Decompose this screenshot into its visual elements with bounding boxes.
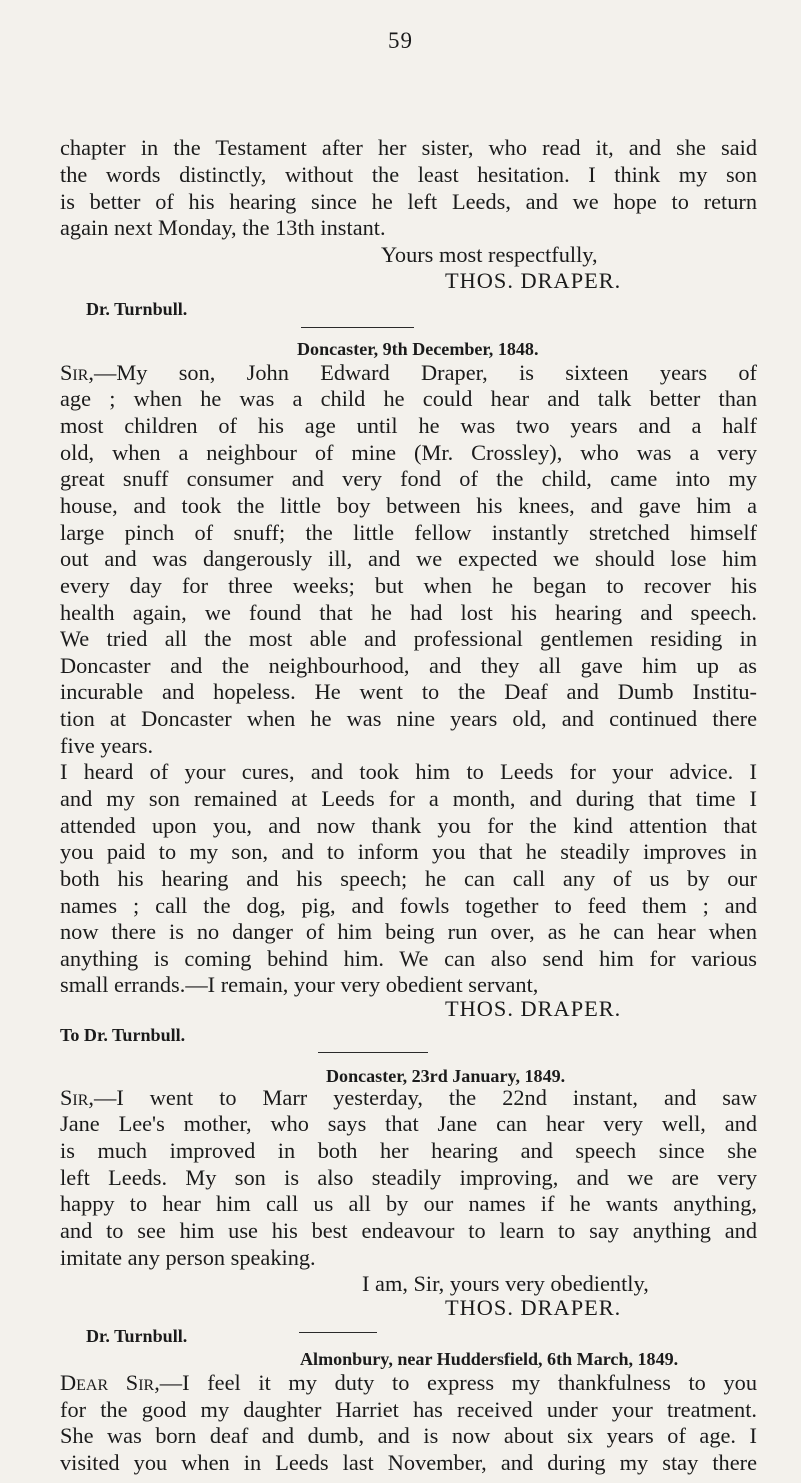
letter-signature: THOS. DRAPER. [445, 1294, 622, 1320]
text-line: you paid to my son, and to inform you that he steadily improves in [60, 839, 757, 865]
letter-closing: Yours most respectfully, [381, 241, 598, 267]
text-line: both his hearing and his speech; he can call any of us by our [60, 865, 757, 891]
text-line: old, when a neighbour of mine (Mr. Crossley), who was a very [60, 439, 757, 465]
text-line: house, and took the little boy between his knees, and gave him a [60, 492, 757, 518]
letter-dateline: Doncaster, 23rd January, 1849. [326, 1065, 566, 1086]
letter-dateline: Doncaster, 9th December, 1848. [297, 338, 539, 359]
text-line: imitate any person speaking. [60, 1244, 316, 1270]
text-line: is better of his hearing since he left Leeds, and we hope to return [60, 188, 757, 214]
text-line: small errands.—I remain, your very obedient servant, [60, 972, 539, 998]
text-line: names ; call the dog, pig, and fowls together to feed them ; and [60, 892, 757, 918]
letter-salutation: Dear Sir, [60, 1370, 160, 1396]
text-line: left Leeds. My son is also steadily improving, and we are very [60, 1164, 757, 1190]
letter-salutation: Sir, [60, 359, 95, 385]
text-line: health again, we found that he had lost his hearing and speech. [60, 599, 757, 625]
letter-addressee: Dr. Turnbull. [86, 299, 188, 320]
text-line: again next Monday, the 13th instant. [60, 215, 386, 241]
text-line: is much improved in both her hearing and speech since she [60, 1137, 757, 1163]
text-line: the words distinctly, without the least hesitation. I think my son [60, 161, 757, 187]
text-line: attended upon you, and now thank you for the kind attention that [60, 812, 757, 838]
section-divider [318, 1052, 428, 1053]
text-line: out and was dangerously ill, and we expected we should lose him [60, 546, 757, 572]
text-line: incurable and hopeless. He went to the Deaf and Dumb Institu- [60, 679, 757, 705]
text-line: Sir,—I went to Marr yesterday, the 22nd instant, and saw [60, 1084, 757, 1110]
text-line: age ; when he was a child he could hear and talk better than [60, 386, 757, 412]
letter-dateline: Almonbury, near Huddersfield, 6th March, 1849. [300, 1349, 679, 1370]
text-line: now there is no danger of him being run over, as he can hear when [60, 919, 757, 945]
section-divider [301, 327, 414, 328]
letter-addressee: Dr. Turnbull. [86, 1325, 188, 1346]
text-line: for the good my daughter Harriet has received under your treatment. [60, 1396, 757, 1422]
text-line: every day for three weeks; but when he began to recover his [60, 572, 757, 598]
section-divider [299, 1332, 377, 1333]
text-line: chapter in the Testament after her sister, who read it, and she said [60, 135, 757, 161]
text-line: and to see him use his best endeavour to learn to say anything and [60, 1217, 757, 1243]
text-line: tion at Doncaster when he was nine years old, and continued there [60, 706, 757, 732]
text-line: Jane Lee's mother, who says that Jane can hear very well, and [60, 1111, 757, 1137]
text-line: I heard of your cures, and took him to Leeds for your advice. I [60, 759, 757, 785]
letter-salutation: Sir, [60, 1084, 95, 1110]
text-line: Dear Sir,—I feel it my duty to express my thankfulness to you [60, 1370, 757, 1396]
letter-signature: THOS. DRAPER. [445, 996, 622, 1022]
letter-signature: THOS. DRAPER. [445, 268, 622, 294]
text-line: large pinch of snuff; the little fellow instantly stretched himself [60, 519, 757, 545]
letter-addressee: To Dr. Turnbull. [60, 1024, 186, 1045]
text-line: visited you when in Leeds last November, and during my stay there [60, 1450, 757, 1475]
text-line: anything is coming behind him. We can also send him for various [60, 945, 757, 971]
text-line: We tried all the most able and professional gentlemen residing in [60, 626, 757, 652]
text-line: Sir,—My son, John Edward Draper, is sixteen years of [60, 359, 757, 385]
page-number: 59 [388, 28, 413, 53]
text-line: great snuff consumer and very fond of the child, came into my [60, 466, 757, 492]
text-line: happy to hear him call us all by our names if he wants anything, [60, 1191, 757, 1217]
text-line: most children of his age until he was two years and a half [60, 413, 757, 439]
text-line: Doncaster and the neighbourhood, and they all gave him up as [60, 652, 757, 678]
text-line: five years. [60, 732, 154, 758]
letter-closing: I am, Sir, yours very obediently, [362, 1271, 649, 1297]
text-line: and my son remained at Leeds for a month, and during that time I [60, 785, 757, 811]
text-line: She was born deaf and dumb, and is now about six years of age. I [60, 1423, 757, 1449]
